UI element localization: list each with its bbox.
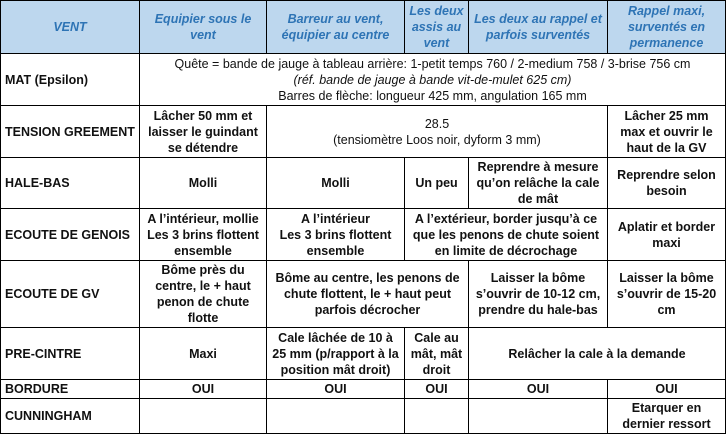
hale-bas-cell-2: Molli (267, 158, 405, 209)
header-equipier-sous-le-vent: Equipier sous le vent (140, 1, 267, 54)
tension-value: 28.5 (424, 116, 450, 131)
row-label-bordure: BORDURE (1, 380, 140, 399)
header-rappel-maxi: Rappel maxi, surventés en permanence (608, 1, 726, 54)
row-label-genois: ECOUTE DE GENOIS (1, 209, 140, 261)
genois-cell-1-line1: A l’intérieur, mollie (147, 211, 259, 226)
gv-cell-1: Bôme près du centre, le + haut penon de chute flotte (140, 261, 267, 328)
tension-value-cell (267, 106, 608, 158)
cunningham-cell-3 (405, 399, 469, 434)
gv-cell-2: Bôme au centre, les penons de chute flottent, le + haut peut parfois décrocher (267, 261, 469, 328)
genois-cell-2 (267, 209, 405, 261)
row-hale-bas (1, 158, 726, 209)
mat-settings-cell (140, 54, 726, 106)
header-deux-au-rappel: Les deux au rappel et parfois surventés (469, 1, 608, 54)
pre-cintre-cell-4: Relâcher la cale à la demande (469, 328, 726, 380)
row-bordure (1, 380, 726, 399)
row-label-cunningham: CUNNINGHAM (1, 399, 140, 434)
genois-cell-3: A l’extérieur, border jusqu’à ce que les penons de chute soient en limite de décrochage (405, 209, 608, 261)
bordure-cell-1: OUI (140, 380, 267, 399)
genois-cell-1 (140, 209, 267, 261)
hale-bas-cell-4: Reprendre à mesure qu’on relâche la cale de mât (469, 158, 608, 209)
row-ecoute-gv (1, 261, 726, 328)
pre-cintre-cell-1: Maxi (140, 328, 267, 380)
cunningham-cell-1 (140, 399, 267, 434)
cunningham-cell-4 (469, 399, 608, 434)
bordure-cell-5: OUI (608, 380, 726, 399)
bordure-cell-2: OUI (267, 380, 405, 399)
genois-cell-1-line2: Les 3 brins flottent ensemble (147, 227, 259, 258)
row-cunningham (1, 399, 726, 434)
row-ecoute-genois (1, 209, 726, 261)
row-tension-greement (1, 106, 726, 158)
gv-cell-5: Laisser la bôme s’ouvrir de 15-20 cm (608, 261, 726, 328)
header-deux-assis-au-vent: Les deux assis au vent (405, 1, 469, 54)
row-pre-cintre (1, 328, 726, 380)
genois-cell-2-line2: Les 3 brins flottent ensemble (279, 227, 392, 258)
tension-cell-1: Lâcher 50 mm et laisser le guindant se détendre (140, 106, 267, 158)
genois-cell-5: Aplatir et border maxi (608, 209, 726, 261)
cunningham-cell-5: Etarquer en dernier ressort (608, 399, 726, 434)
mat-quete-line: Quête = bande de jauge à tableau arrière: 1-petit temps 760 / 2-medium 758 / 3-brise 756 cm (174, 56, 691, 71)
cunningham-cell-2 (267, 399, 405, 434)
genois-cell-2-line1: A l’intérieur (301, 211, 370, 226)
pre-cintre-cell-2: Cale lâchée de 10 à 25 mm (p/rapport à la position mât droit) (267, 328, 405, 380)
row-label-tension: TENSION GREEMENT (1, 106, 140, 158)
row-mat (1, 54, 726, 106)
row-label-gv: ECOUTE DE GV (1, 261, 140, 328)
mat-barres-line: Barres de flèche: longueur 425 mm, angulation 165 mm (278, 88, 587, 103)
tension-cell-5: Lâcher 25 mm max et ouvrir le haut de la GV (608, 106, 726, 158)
bordure-cell-4: OUI (469, 380, 608, 399)
header-barreur-au-vent: Barreur au vent, équipier au centre (267, 1, 405, 54)
gv-cell-4: Laisser la bôme s’ouvrir de 10-12 cm, prendre du hale-bas (469, 261, 608, 328)
bordure-cell-3: OUI (405, 380, 469, 399)
hale-bas-cell-5: Reprendre selon besoin (608, 158, 726, 209)
row-label-mat: MAT (Epsilon) (1, 54, 140, 106)
header-vent: VENT (1, 1, 140, 54)
tension-note: (tensiomètre Loos noir, dyform 3 mm) (333, 132, 541, 147)
hale-bas-cell-1: Molli (140, 158, 267, 209)
row-label-hale-bas: HALE-BAS (1, 158, 140, 209)
header-row (1, 1, 726, 54)
row-label-pre-cintre: PRE-CINTRE (1, 328, 140, 380)
mat-reference-line: (réf. bande de jauge à bande vit-de-mulet 625 cm) (293, 72, 572, 87)
hale-bas-cell-3: Un peu (405, 158, 469, 209)
pre-cintre-cell-3: Cale au mât, mât droit (405, 328, 469, 380)
